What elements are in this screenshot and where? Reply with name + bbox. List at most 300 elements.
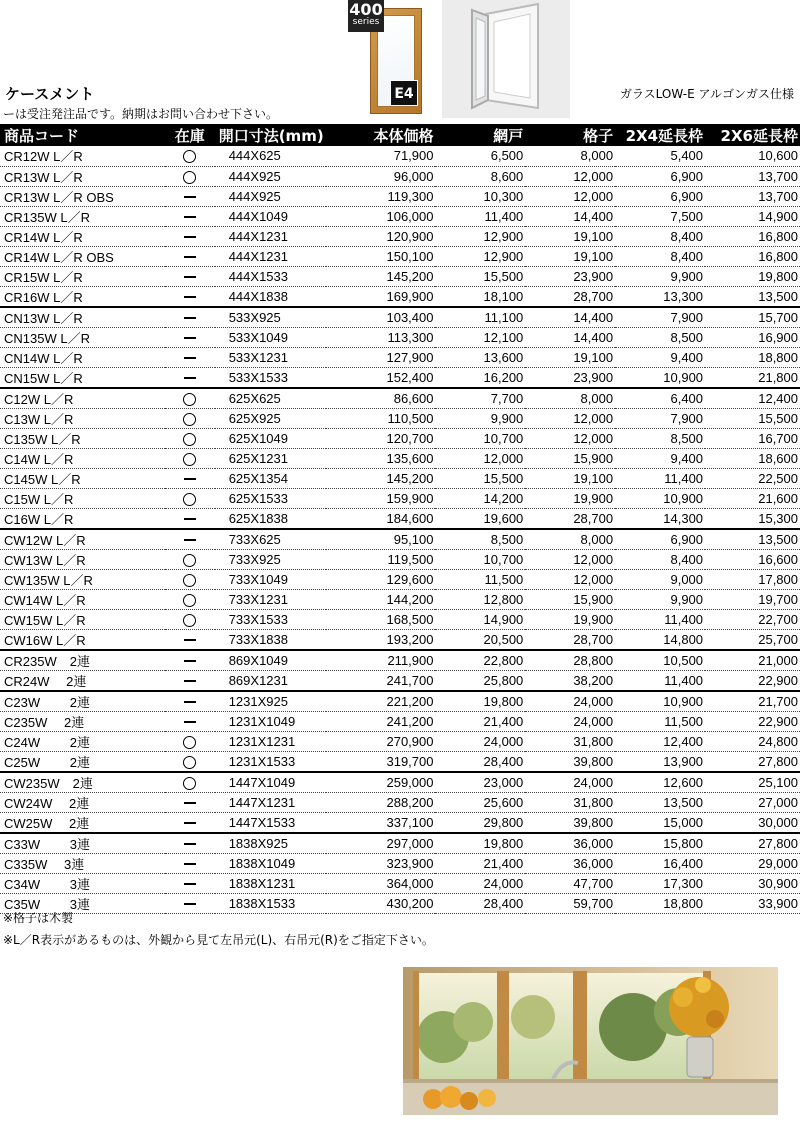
cell-ext6: 14,900 [705, 206, 800, 226]
made-to-order-dash-icon [184, 660, 196, 662]
cell-price: 337,100 [326, 812, 436, 833]
cell-code: CW135W L／R [0, 569, 165, 589]
cell-screen: 19,800 [435, 691, 525, 712]
header-price: 本体価格 [326, 124, 436, 146]
cell-size: 1838X925 [215, 833, 326, 854]
header-code: 商品コード [0, 124, 165, 146]
cell-lattice: 28,700 [525, 508, 615, 529]
cell-lattice: 39,800 [525, 751, 615, 772]
cell-screen: 21,400 [435, 711, 525, 731]
cell-code: CR13W L／R [0, 166, 165, 186]
window-product-image [348, 0, 428, 118]
cell-stock [165, 428, 215, 448]
page-title: ケースメント [5, 85, 95, 103]
cell-ext4: 15,800 [615, 833, 705, 854]
cell-size: 1838X1533 [215, 893, 326, 913]
cell-price: 211,900 [326, 650, 436, 671]
cell-ext6: 22,900 [705, 670, 800, 691]
cell-size: 1838X1049 [215, 853, 326, 873]
series-word: series [352, 17, 380, 27]
table-row [0, 569, 800, 589]
cell-screen: 10,700 [435, 549, 525, 569]
made-to-order-dash-icon [184, 701, 196, 703]
cell-stock [165, 166, 215, 186]
cell-stock [165, 307, 215, 328]
table-row [0, 468, 800, 488]
table-row [0, 266, 800, 286]
table-row [0, 286, 800, 307]
cell-code: CW12W L／R [0, 529, 165, 550]
made-to-order-dash-icon [184, 883, 196, 885]
cell-ext6: 30,900 [705, 873, 800, 893]
cell-price: 169,900 [326, 286, 436, 307]
cell-price: 241,200 [326, 711, 436, 731]
cell-size: 625X1533 [215, 488, 326, 508]
cell-screen: 10,700 [435, 428, 525, 448]
cell-size: 1231X1231 [215, 731, 326, 751]
cell-lattice: 31,800 [525, 792, 615, 812]
cell-stock [165, 408, 215, 428]
table-row [0, 691, 800, 712]
made-to-order-dash-icon [184, 357, 196, 359]
table-row [0, 772, 800, 793]
cell-ext4: 8,400 [615, 226, 705, 246]
cell-price: 288,200 [326, 792, 436, 812]
cell-price: 86,600 [326, 388, 436, 409]
cell-stock [165, 226, 215, 246]
table-row [0, 589, 800, 609]
cell-code: CN13W L／R [0, 307, 165, 328]
cell-screen: 18,100 [435, 286, 525, 307]
cell-lattice: 28,700 [525, 629, 615, 650]
cell-lattice: 12,000 [525, 428, 615, 448]
cell-ext6: 27,800 [705, 833, 800, 854]
table-row [0, 731, 800, 751]
cell-lattice: 12,000 [525, 549, 615, 569]
cell-lattice: 19,900 [525, 609, 615, 629]
cell-ext4: 9,900 [615, 266, 705, 286]
cell-size: 533X1533 [215, 367, 326, 388]
cell-size: 733X1049 [215, 569, 326, 589]
cell-lattice: 12,000 [525, 186, 615, 206]
cell-size: 869X1049 [215, 650, 326, 671]
cell-price: 119,300 [326, 186, 436, 206]
cell-ext6: 21,800 [705, 367, 800, 388]
cell-code: CR16W L／R [0, 286, 165, 307]
in-stock-circle-icon [183, 493, 196, 506]
cell-ext4: 10,500 [615, 650, 705, 671]
cell-lattice: 59,700 [525, 893, 615, 913]
made-to-order-dash-icon [184, 317, 196, 319]
cell-stock [165, 206, 215, 226]
cell-stock [165, 347, 215, 367]
cell-stock [165, 266, 215, 286]
cell-price: 145,200 [326, 266, 436, 286]
cell-ext6: 18,800 [705, 347, 800, 367]
cell-screen: 6,500 [435, 146, 525, 166]
table-row [0, 367, 800, 388]
cell-size: 1447X1533 [215, 812, 326, 833]
table-row [0, 711, 800, 731]
cell-price: 120,700 [326, 428, 436, 448]
cell-code: CW13W L／R [0, 549, 165, 569]
cell-ext6: 27,000 [705, 792, 800, 812]
cell-code: C15W L／R [0, 488, 165, 508]
cell-code: CW24W 2連 [0, 792, 165, 812]
table-row [0, 812, 800, 833]
table-row [0, 428, 800, 448]
cell-ext6: 22,500 [705, 468, 800, 488]
made-to-order-dash-icon [184, 478, 196, 480]
cell-price: 150,100 [326, 246, 436, 266]
cell-price: 144,200 [326, 589, 436, 609]
cell-ext4: 11,400 [615, 609, 705, 629]
table-row [0, 792, 800, 812]
made-to-order-dash-icon [184, 337, 196, 339]
cell-ext6: 13,500 [705, 529, 800, 550]
cell-lattice: 14,400 [525, 307, 615, 328]
in-stock-circle-icon [183, 150, 196, 163]
e4-glass-badge: E4 [390, 80, 418, 106]
cell-stock [165, 186, 215, 206]
cell-ext6: 16,900 [705, 327, 800, 347]
table-row [0, 650, 800, 671]
cell-stock [165, 853, 215, 873]
cell-stock [165, 529, 215, 550]
cell-stock [165, 893, 215, 913]
cell-lattice: 36,000 [525, 853, 615, 873]
cell-price: 135,600 [326, 448, 436, 468]
cell-stock [165, 569, 215, 589]
cell-code: CN135W L／R [0, 327, 165, 347]
cell-ext4: 18,800 [615, 893, 705, 913]
cell-screen: 8,600 [435, 166, 525, 186]
cell-screen: 11,400 [435, 206, 525, 226]
cell-stock [165, 772, 215, 793]
glass-spec: ガラスLOW-E アルゴンガス仕様 [620, 87, 794, 101]
cell-size: 444X1231 [215, 246, 326, 266]
cell-screen: 7,700 [435, 388, 525, 409]
cell-screen: 8,500 [435, 529, 525, 550]
cell-size: 733X925 [215, 549, 326, 569]
cell-price: 168,500 [326, 609, 436, 629]
cell-code: C13W L／R [0, 408, 165, 428]
header-lattice: 格子 [525, 124, 615, 146]
cell-lattice: 31,800 [525, 731, 615, 751]
table-row [0, 751, 800, 772]
cell-stock [165, 468, 215, 488]
cell-code: C145W L／R [0, 468, 165, 488]
cell-ext4: 13,300 [615, 286, 705, 307]
header-screen: 網戸 [435, 124, 525, 146]
cell-price: 159,900 [326, 488, 436, 508]
cell-price: 430,200 [326, 893, 436, 913]
table-row [0, 853, 800, 873]
cell-ext6: 27,800 [705, 751, 800, 772]
cell-price: 270,900 [326, 731, 436, 751]
cell-stock [165, 589, 215, 609]
cell-stock [165, 629, 215, 650]
cell-lattice: 14,400 [525, 327, 615, 347]
cell-screen: 15,500 [435, 468, 525, 488]
cell-ext4: 14,300 [615, 508, 705, 529]
cell-ext6: 10,600 [705, 146, 800, 166]
cell-lattice: 24,000 [525, 772, 615, 793]
in-stock-circle-icon [183, 777, 196, 790]
cell-ext4: 6,900 [615, 166, 705, 186]
cell-size: 444X1231 [215, 226, 326, 246]
cell-lattice: 12,000 [525, 166, 615, 186]
cell-ext6: 24,800 [705, 731, 800, 751]
cell-size: 625X925 [215, 408, 326, 428]
table-body [0, 146, 800, 913]
cell-price: 193,200 [326, 629, 436, 650]
price-table [0, 124, 800, 914]
cell-screen: 28,400 [435, 751, 525, 772]
cell-code: C14W L／R [0, 448, 165, 468]
cell-ext6: 16,600 [705, 549, 800, 569]
cell-lattice: 19,100 [525, 246, 615, 266]
cell-ext6: 21,700 [705, 691, 800, 712]
made-to-order-dash-icon [184, 539, 196, 541]
table-row [0, 609, 800, 629]
cell-ext6: 22,900 [705, 711, 800, 731]
cell-lattice: 19,100 [525, 226, 615, 246]
cell-stock [165, 833, 215, 854]
cell-code: CR135W L／R [0, 206, 165, 226]
made-to-order-dash-icon [184, 518, 196, 520]
cell-ext4: 11,400 [615, 670, 705, 691]
cell-price: 241,700 [326, 670, 436, 691]
table-row [0, 327, 800, 347]
cell-stock [165, 367, 215, 388]
cell-ext4: 13,900 [615, 751, 705, 772]
cell-ext4: 10,900 [615, 367, 705, 388]
cell-screen: 12,100 [435, 327, 525, 347]
cell-ext4: 17,300 [615, 873, 705, 893]
cell-screen: 19,800 [435, 833, 525, 854]
cell-stock [165, 751, 215, 772]
made-to-order-dash-icon [184, 802, 196, 804]
made-to-order-dash-icon [184, 236, 196, 238]
cell-screen: 24,000 [435, 731, 525, 751]
table-row [0, 408, 800, 428]
cell-code: C34W 3連 [0, 873, 165, 893]
cell-size: 444X1533 [215, 266, 326, 286]
in-stock-circle-icon [183, 594, 196, 607]
cell-ext4: 14,800 [615, 629, 705, 650]
header-ext6: 2X6延長枠 [705, 124, 800, 146]
cell-ext4: 8,400 [615, 549, 705, 569]
cell-stock [165, 670, 215, 691]
cell-lattice: 15,900 [525, 589, 615, 609]
cell-price: 319,700 [326, 751, 436, 772]
cell-code: C24W 2連 [0, 731, 165, 751]
cell-ext4: 12,600 [615, 772, 705, 793]
cell-stock [165, 549, 215, 569]
table-row [0, 388, 800, 409]
cell-ext6: 13,700 [705, 166, 800, 186]
in-stock-circle-icon [183, 756, 196, 769]
cell-ext6: 15,300 [705, 508, 800, 529]
table-row [0, 307, 800, 328]
cell-screen: 14,900 [435, 609, 525, 629]
cell-lattice: 14,400 [525, 206, 615, 226]
cell-ext6: 12,400 [705, 388, 800, 409]
cell-ext6: 16,700 [705, 428, 800, 448]
cell-size: 533X1049 [215, 327, 326, 347]
cell-code: CW25W 2連 [0, 812, 165, 833]
table-row [0, 347, 800, 367]
cell-stock [165, 327, 215, 347]
cell-screen: 15,500 [435, 266, 525, 286]
cell-code: C16W L／R [0, 508, 165, 529]
cell-screen: 12,800 [435, 589, 525, 609]
cell-screen: 12,900 [435, 226, 525, 246]
cell-screen: 10,300 [435, 186, 525, 206]
cell-code: CW16W L／R [0, 629, 165, 650]
cell-code: C23W 2連 [0, 691, 165, 712]
table-row [0, 670, 800, 691]
cell-stock [165, 731, 215, 751]
cell-ext6: 30,000 [705, 812, 800, 833]
cell-lattice: 28,800 [525, 650, 615, 671]
footnote-lattice: ※格子は木製 [3, 911, 74, 925]
cell-ext6: 17,800 [705, 569, 800, 589]
cell-size: 869X1231 [215, 670, 326, 691]
cell-screen: 11,500 [435, 569, 525, 589]
header-stock: 在庫 [165, 124, 215, 146]
cell-size: 625X1049 [215, 428, 326, 448]
made-to-order-dash-icon [184, 903, 196, 905]
table-row [0, 488, 800, 508]
cell-ext6: 22,700 [705, 609, 800, 629]
in-stock-circle-icon [183, 574, 196, 587]
cell-lattice: 47,700 [525, 873, 615, 893]
cell-price: 364,000 [326, 873, 436, 893]
cell-code: CR12W L／R [0, 146, 165, 166]
cell-code: CR15W L／R [0, 266, 165, 286]
cell-price: 110,500 [326, 408, 436, 428]
cell-stock [165, 246, 215, 266]
in-stock-circle-icon [183, 614, 196, 627]
cell-size: 733X1231 [215, 589, 326, 609]
cell-stock [165, 792, 215, 812]
made-to-order-dash-icon [184, 276, 196, 278]
in-stock-circle-icon [183, 453, 196, 466]
cell-ext4: 15,000 [615, 812, 705, 833]
cell-ext4: 11,500 [615, 711, 705, 731]
in-stock-circle-icon [183, 554, 196, 567]
made-to-order-dash-icon [184, 639, 196, 641]
cell-ext4: 9,900 [615, 589, 705, 609]
cell-lattice: 23,900 [525, 266, 615, 286]
table-row [0, 529, 800, 550]
cell-ext4: 6,900 [615, 186, 705, 206]
cell-size: 444X1049 [215, 206, 326, 226]
cell-ext6: 21,000 [705, 650, 800, 671]
cell-ext6: 25,100 [705, 772, 800, 793]
cell-ext4: 7,900 [615, 408, 705, 428]
cell-ext4: 5,400 [615, 146, 705, 166]
table-row [0, 226, 800, 246]
cell-lattice: 8,000 [525, 529, 615, 550]
cell-ext4: 12,400 [615, 731, 705, 751]
cell-ext4: 9,000 [615, 569, 705, 589]
cell-price: 145,200 [326, 468, 436, 488]
cell-size: 444X925 [215, 166, 326, 186]
cell-size: 533X1231 [215, 347, 326, 367]
open-casement-image [442, 0, 570, 118]
in-stock-circle-icon [183, 736, 196, 749]
table-row [0, 448, 800, 468]
made-to-order-dash-icon [184, 196, 196, 198]
table-row [0, 146, 800, 166]
cell-size: 444X625 [215, 146, 326, 166]
cell-size: 625X625 [215, 388, 326, 409]
cell-screen: 22,800 [435, 650, 525, 671]
cell-stock [165, 711, 215, 731]
cell-ext6: 19,700 [705, 589, 800, 609]
cell-screen: 14,200 [435, 488, 525, 508]
cell-ext4: 10,900 [615, 691, 705, 712]
cell-lattice: 28,700 [525, 286, 615, 307]
cell-ext6: 25,700 [705, 629, 800, 650]
cell-size: 625X1838 [215, 508, 326, 529]
cell-stock [165, 812, 215, 833]
cell-size: 1231X1049 [215, 711, 326, 731]
cell-lattice: 36,000 [525, 833, 615, 854]
table-row [0, 246, 800, 266]
cell-screen: 25,800 [435, 670, 525, 691]
cell-code: CW235W 2連 [0, 772, 165, 793]
made-to-order-dash-icon [184, 216, 196, 218]
cell-screen: 20,500 [435, 629, 525, 650]
table-row [0, 186, 800, 206]
cell-ext4: 13,500 [615, 792, 705, 812]
series-badge [348, 0, 384, 32]
cell-code: CR13W L／R OBS [0, 186, 165, 206]
table-row [0, 629, 800, 650]
cell-size: 733X1838 [215, 629, 326, 650]
cell-stock [165, 388, 215, 409]
cell-stock [165, 650, 215, 671]
cell-ext6: 18,600 [705, 448, 800, 468]
cell-price: 95,100 [326, 529, 436, 550]
cell-screen: 23,000 [435, 772, 525, 793]
cell-size: 444X925 [215, 186, 326, 206]
cell-code: C135W L／R [0, 428, 165, 448]
cell-ext6: 19,800 [705, 266, 800, 286]
cell-price: 113,300 [326, 327, 436, 347]
cell-price: 259,000 [326, 772, 436, 793]
cell-ext6: 15,700 [705, 307, 800, 328]
cell-price: 221,200 [326, 691, 436, 712]
cell-screen: 28,400 [435, 893, 525, 913]
cell-price: 119,500 [326, 549, 436, 569]
cell-lattice: 19,100 [525, 468, 615, 488]
cell-stock [165, 286, 215, 307]
cell-screen: 13,600 [435, 347, 525, 367]
in-stock-circle-icon [183, 171, 196, 184]
order-note: ーは受注発注品です。納期はお問い合わせ下さい。 [3, 107, 279, 121]
cell-size: 733X625 [215, 529, 326, 550]
cell-size: 1231X1533 [215, 751, 326, 772]
cell-ext4: 6,400 [615, 388, 705, 409]
cell-lattice: 19,900 [525, 488, 615, 508]
cell-price: 152,400 [326, 367, 436, 388]
cell-screen: 16,200 [435, 367, 525, 388]
